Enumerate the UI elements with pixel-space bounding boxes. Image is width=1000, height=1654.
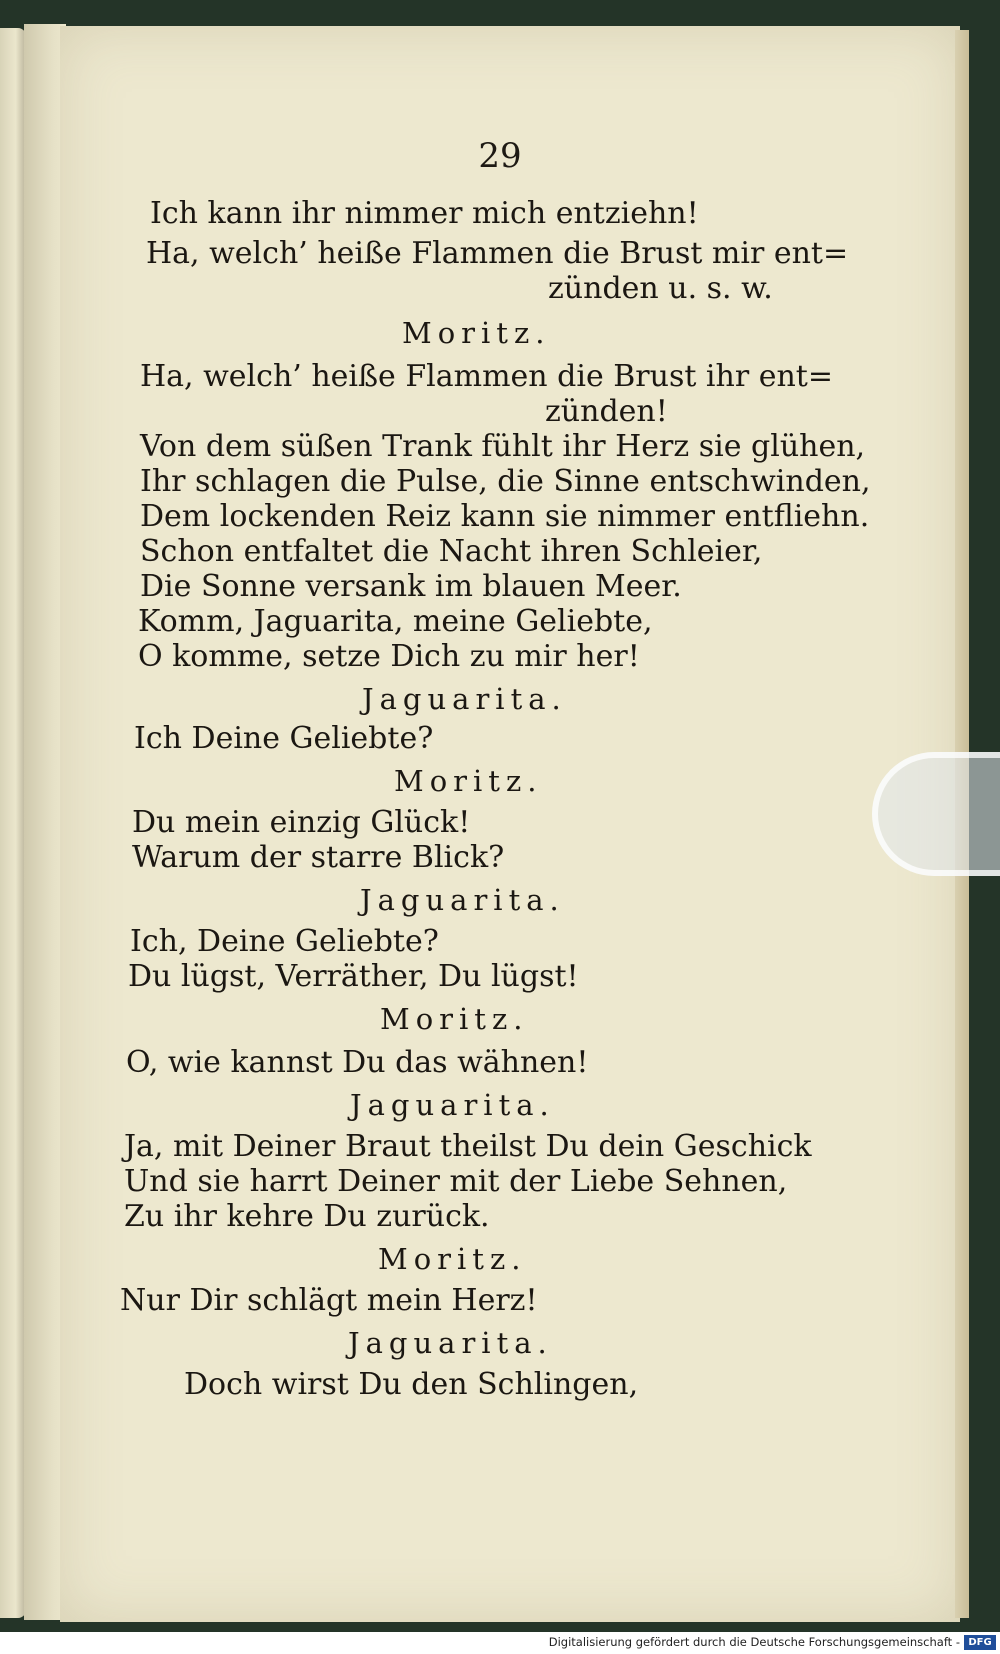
verse-line: Komm, Jaguarita, meine Geliebte, — [138, 604, 653, 639]
verse-line: O, wie kannst Du das wähnen! — [126, 1045, 589, 1080]
verse-line: Ich Deine Geliebte? — [134, 721, 434, 756]
verse-line: Die Sonne versank im blauen Meer. — [140, 569, 682, 604]
verse-line: Doch wirst Du den Schlingen, — [184, 1367, 639, 1402]
verse-line: Warum der starre Blick? — [132, 840, 505, 875]
verse-line: Von dem süßen Trank fühlt ihr Herz sie glühen, — [140, 429, 866, 464]
left-page-edge — [0, 28, 26, 1618]
page-clip — [872, 752, 1000, 876]
verse-line: Ja, mit Deiner Braut theilst Du dein Geschick — [124, 1129, 812, 1164]
verse-line: Und sie harrt Deiner mit der Liebe Sehnen, — [124, 1164, 788, 1199]
speaker-name: Moritz. — [402, 316, 551, 350]
footer-credit: Digitalisierung gefördert durch die Deutsche Forschungsgemeinschaft - — [548, 1635, 960, 1649]
page-number: 29 — [478, 136, 522, 176]
speaker-name: Moritz. — [394, 764, 543, 798]
speaker-name: Moritz. — [378, 1242, 527, 1276]
verse-line: Ha, welch’ heiße Flammen die Brust mir ent= — [146, 236, 849, 271]
dfg-logo: DFG — [964, 1635, 996, 1650]
verse-line: Ich kann ihr nimmer mich entziehn! — [150, 196, 699, 231]
speaker-name: Jaguarita. — [348, 1326, 553, 1360]
verse-line: Zu ihr kehre Du zurück. — [124, 1199, 490, 1234]
verse-line: O komme, setze Dich zu mir her! — [138, 639, 640, 674]
verse-line: Dem lockenden Reiz kann sie nimmer entfliehn. — [140, 499, 870, 534]
speaker-name: Jaguarita. — [350, 1088, 555, 1122]
verse-line: zünden! — [545, 394, 668, 429]
verse-line: Nur Dir schlägt mein Herz! — [120, 1283, 538, 1318]
speaker-name: Moritz. — [380, 1002, 529, 1036]
footer-bar — [0, 1632, 1000, 1654]
verse-line: Ihr schlagen die Pulse, die Sinne entschwinden, — [140, 464, 871, 499]
verse-line: Ha, welch’ heiße Flammen die Brust ihr ent= — [140, 359, 833, 394]
verse-line: Du lügst, Verräther, Du lügst! — [128, 959, 579, 994]
speaker-name: Jaguarita. — [360, 883, 565, 917]
verse-line: zünden u. s. w. — [548, 271, 773, 306]
verse-line: Schon entfaltet die Nacht ihren Schleier, — [140, 534, 763, 569]
verse-line: Ich, Deine Geliebte? — [130, 924, 439, 959]
verse-line: Du mein einzig Glück! — [132, 805, 471, 840]
speaker-name: Jaguarita. — [362, 682, 567, 716]
